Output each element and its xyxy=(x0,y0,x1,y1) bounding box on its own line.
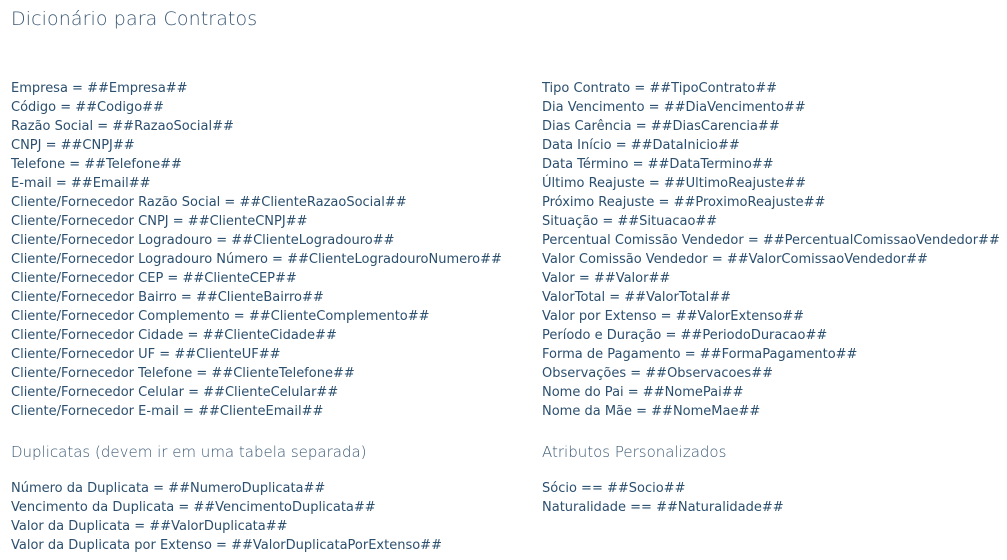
field-item: Nome da Mãe = ##NomeMae## xyxy=(542,404,761,419)
duplicata-field-item: Vencimento da Duplicata = ##VencimentoDuplicata## xyxy=(11,500,376,515)
field-item: Cliente/Fornecedor Cidade = ##ClienteCidade## xyxy=(11,328,337,343)
field-item: Forma de Pagamento = ##FormaPagamento## xyxy=(542,347,858,362)
atributo-field-item: Naturalidade == ##Naturalidade## xyxy=(542,500,784,515)
duplicatas-title: Duplicatas (devem ir em uma tabela separada) xyxy=(11,443,367,461)
field-item: ValorTotal = ##ValorTotal## xyxy=(542,290,731,305)
field-item: Data Início = ##DataInicio## xyxy=(542,138,740,153)
duplicatas-section-header xyxy=(11,443,367,462)
field-item: Situação = ##Situacao## xyxy=(542,214,718,229)
field-item: Cliente/Fornecedor E-mail = ##ClienteEmail## xyxy=(11,404,324,419)
duplicata-field-item: Número da Duplicata = ##NumeroDuplicata## xyxy=(11,481,326,496)
field-item: Telefone = ##Telefone## xyxy=(11,157,182,172)
field-item: Código = ##Codigo## xyxy=(11,100,164,115)
right-field-list xyxy=(542,79,1000,421)
field-item: CNPJ = ##CNPJ## xyxy=(11,138,135,153)
field-item: Empresa = ##Empresa## xyxy=(11,81,188,96)
duplicatas-section xyxy=(11,479,442,555)
field-item: Cliente/Fornecedor CNPJ = ##ClienteCNPJ## xyxy=(11,214,308,229)
field-item: Cliente/Fornecedor Bairro = ##ClienteBairro## xyxy=(11,290,324,305)
field-item: Próximo Reajuste = ##ProximoReajuste## xyxy=(542,195,826,210)
field-item: Nome do Pai = ##NomePai## xyxy=(542,385,744,400)
left-field-list xyxy=(11,79,502,421)
field-item: Valor Comissão Vendedor = ##ValorComissaoVendedor## xyxy=(542,252,928,267)
field-item: E-mail = ##Email## xyxy=(11,176,151,191)
field-item: Data Término = ##DataTermino## xyxy=(542,157,774,172)
atributo-field-item: Sócio == ##Socio## xyxy=(542,481,686,496)
field-item: Dia Vencimento = ##DiaVencimento## xyxy=(542,100,806,115)
field-item: Valor = ##Valor## xyxy=(542,271,671,286)
field-item: Período e Duração = ##PeriodoDuracao## xyxy=(542,328,828,343)
field-item: Cliente/Fornecedor Razão Social = ##ClienteRazaoSocial## xyxy=(11,195,407,210)
field-item: Cliente/Fornecedor Telefone = ##ClienteTelefone## xyxy=(11,366,355,381)
right-field-column xyxy=(542,79,1000,421)
duplicata-field-item: Valor da Duplicata = ##ValorDuplicata## xyxy=(11,519,288,534)
field-item: Cliente/Fornecedor CEP = ##ClienteCEP## xyxy=(11,271,297,286)
field-item: Valor por Extenso = ##ValorExtenso## xyxy=(542,309,804,324)
field-item: Percentual Comissão Vendedor = ##PercentualComissaoVendedor## xyxy=(542,233,1000,248)
atributos-title: Atributos Personalizados xyxy=(542,443,727,461)
atributos-section-header xyxy=(542,443,726,462)
duplicata-field-item: Valor da Duplicata por Extenso = ##ValorDuplicataPorExtenso## xyxy=(11,538,442,553)
field-item: Último Reajuste = ##UltimoReajuste## xyxy=(542,176,807,191)
field-item: Cliente/Fornecedor Complemento = ##ClienteComplemento## xyxy=(11,309,430,324)
page-title: Dicionário para Contratos xyxy=(11,8,258,30)
field-item: Tipo Contrato = ##TipoContrato## xyxy=(542,81,778,96)
field-item: Dias Carência = ##DiasCarencia## xyxy=(542,119,780,134)
left-field-column xyxy=(11,79,502,421)
field-item: Cliente/Fornecedor Logradouro Número = ##ClienteLogradouroNumero## xyxy=(11,252,502,267)
atributos-field-list xyxy=(542,479,784,517)
field-item: Razão Social = ##RazaoSocial## xyxy=(11,119,234,134)
field-item: Cliente/Fornecedor Celular = ##ClienteCelular## xyxy=(11,385,339,400)
atributos-section xyxy=(542,479,784,517)
field-item: Cliente/Fornecedor UF = ##ClienteUF## xyxy=(11,347,281,362)
duplicatas-field-list xyxy=(11,479,442,555)
field-item: Cliente/Fornecedor Logradouro = ##ClienteLogradouro## xyxy=(11,233,395,248)
field-item: Observações = ##Observacoes## xyxy=(542,366,773,381)
